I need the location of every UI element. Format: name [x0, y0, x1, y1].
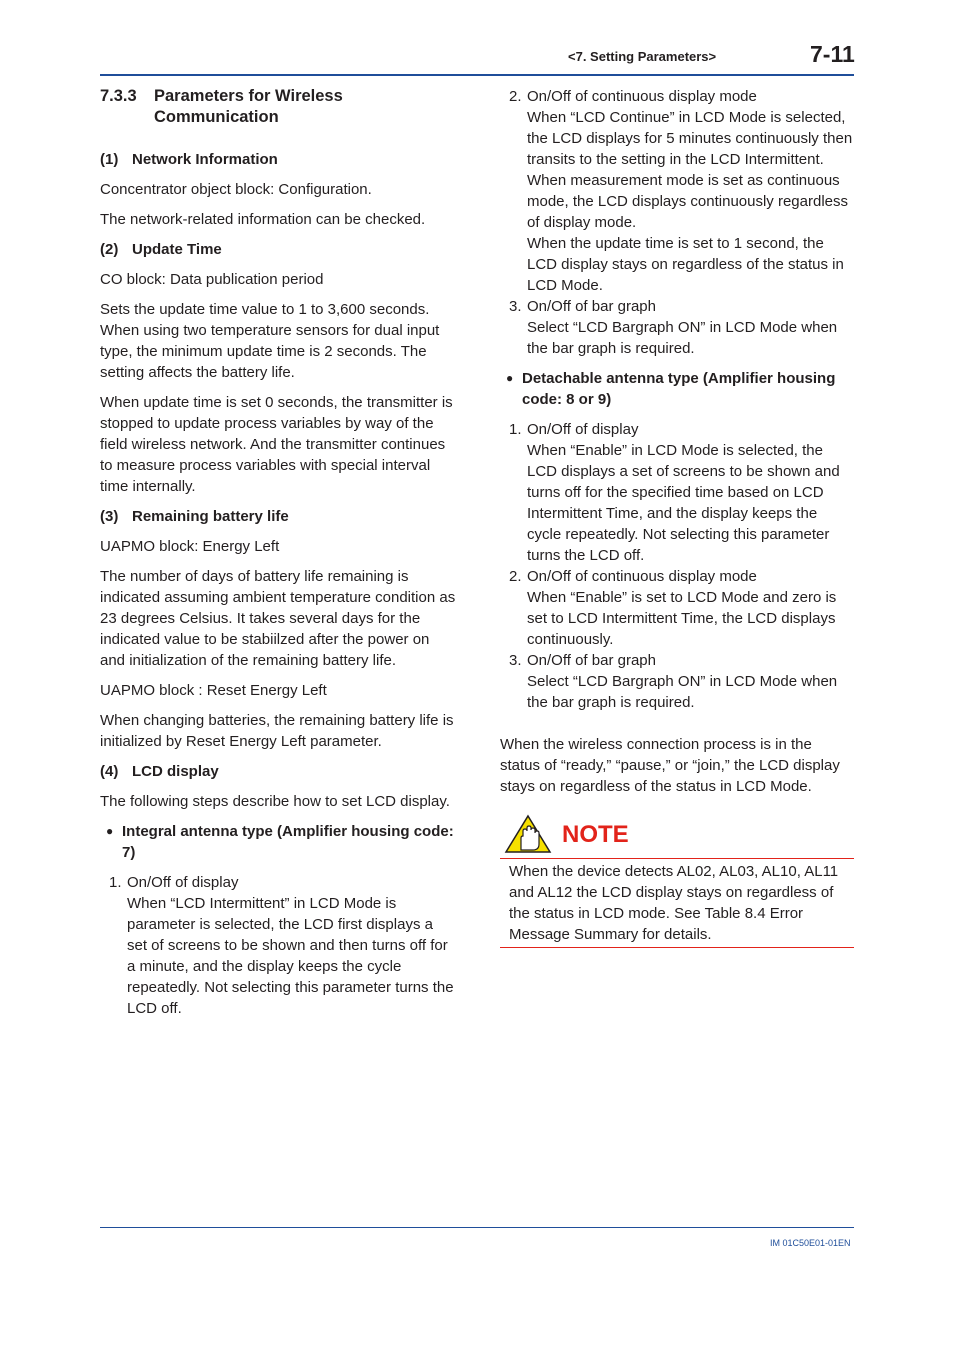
subheading-network-information — [100, 149, 456, 170]
list-item-content — [527, 86, 854, 296]
list-number: 3. — [509, 298, 522, 315]
subheading-update-time — [100, 239, 456, 260]
bullet-integral-antenna — [106, 821, 456, 863]
subheading-text: Remaining battery life — [132, 508, 289, 525]
warning-hand-icon — [504, 814, 552, 854]
list-item-body: When measurement mode is set as continuous mode, the LCD displays continuously regardless of display mode. — [527, 172, 848, 231]
list-number: 1. — [109, 874, 122, 891]
list-item-body: Select “LCD Bargraph ON” in LCD Mode when the bar graph is required. — [527, 319, 838, 357]
list-item-content — [527, 296, 854, 359]
list-item-content — [527, 650, 854, 713]
list-item — [500, 566, 854, 650]
note-box — [500, 858, 854, 948]
document-id: IM 01C50E01-01EN — [770, 1238, 851, 1248]
section-title-line1: Parameters for Wireless — [154, 87, 343, 105]
section-title — [100, 86, 456, 128]
bullet-dot-icon: ● — [506, 371, 514, 385]
paragraph: CO block: Data publication period — [100, 271, 324, 288]
list-item-body: When “LCD Intermittent” in LCD Mode is parameter is selected, the LCD first displays a set of screens to be shown and then turns off for a minute, and the display keeps the cycle repeatedly. Not selecting this parameter turns the LCD off. — [127, 895, 454, 1017]
paragraph: Sets the update time value to 1 to 3,600 seconds. When using two temperature sensors for dual input type, the minimum update time is 2 seconds. The setting affects the battery life. — [100, 301, 440, 381]
paragraph-wireless-status: When the wireless connection process is in the status of “ready,” “pause,” or “join,” the LCD display stays on regardless of the status in LCD Mode. — [500, 736, 840, 795]
list-number: 2. — [509, 88, 522, 105]
list-item-title: On/Off of display — [127, 874, 239, 891]
section-title-text — [154, 86, 343, 128]
bullet-text: Detachable antenna type (Amplifier housing code: 8 or 9) — [522, 370, 836, 408]
list-item — [500, 650, 854, 713]
note-text: When the device detects AL02, AL03, AL10, AL11 and AL12 the LCD display stays on regardless of the status in LCD mode. See Table 8.4 Error Message Summary for details. — [509, 863, 839, 943]
bullet-dot-icon: ● — [106, 824, 114, 838]
list-item-content — [127, 872, 456, 1019]
subheading-text: Update Time — [132, 241, 222, 258]
list-item-title: On/Off of continuous display mode — [527, 88, 757, 105]
list-item-content — [527, 566, 854, 650]
list-number: 2. — [509, 568, 522, 585]
subheading-text: LCD display — [132, 763, 219, 780]
list-item-title: On/Off of bar graph — [527, 298, 656, 315]
header-rule — [100, 74, 854, 76]
list-number: 1. — [509, 421, 522, 438]
subheading-number: (4) — [100, 763, 119, 780]
list-item — [500, 419, 854, 566]
list-item-body: When the update time is set to 1 second, the LCD display stays on regardless of the status in LCD Mode. — [527, 235, 844, 294]
section-number: 7.3.3 — [100, 87, 137, 105]
list-item-title: On/Off of display — [527, 421, 639, 438]
note-title: NOTE — [562, 820, 629, 848]
paragraph: When changing batteries, the remaining battery life is initialized by Reset Energy Left parameter. — [100, 712, 454, 750]
list-item-title: On/Off of bar graph — [527, 652, 656, 669]
subheading-remaining-battery-life — [100, 506, 456, 527]
list-item — [500, 296, 854, 359]
paragraph: When update time is set 0 seconds, the transmitter is stopped to update process variables by way of the field wireless network. And the transmitter continues to measure process variables with special interval time internally. — [100, 394, 453, 495]
chapter-header: <7. Setting Parameters> — [568, 49, 717, 64]
footer-rule — [100, 1227, 854, 1228]
list-item — [100, 872, 456, 1019]
list-item — [500, 86, 854, 296]
subheading-number: (1) — [100, 151, 119, 168]
subheading-lcd-display — [100, 761, 456, 782]
list-number: 3. — [509, 652, 522, 669]
list-item-body: When “Enable” in LCD Mode is selected, the LCD displays a set of screens to be shown and turns off for the specified time based on LCD Intermittent Time, and the display keeps the cycle repeatedly. Not selecting this parameter turns the LCD off. — [527, 442, 840, 564]
note-header — [500, 812, 854, 856]
paragraph: Concentrator object block: Configuration. — [100, 181, 372, 198]
paragraph: The network-related information can be checked. — [100, 211, 426, 228]
list-item-body: When “LCD Continue” in LCD Mode is selected, the LCD displays for 5 minutes continuously then transits to the setting in the LCD Intermittent. — [527, 109, 853, 168]
subheading-number: (2) — [100, 241, 119, 258]
list-item-body: When “Enable” is set to LCD Mode and zero is set to LCD Intermittent Time, the LCD displays continuously. — [527, 589, 837, 648]
right-column — [500, 86, 854, 948]
left-column — [100, 86, 456, 1019]
list-item-content — [527, 419, 854, 566]
paragraph: UAPMO block : Reset Energy Left — [100, 682, 327, 699]
paragraph: UAPMO block: Energy Left — [100, 538, 280, 555]
paragraph: The number of days of battery life remaining is indicated assuming ambient temperature condition as 23 degrees Celsius. It takes several days for the indicated value to be stabiilzed after the power on and initialization of the remaining battery life. — [100, 568, 456, 669]
bullet-text: Integral antenna type (Amplifier housing code: 7) — [122, 823, 454, 861]
list-item-title: On/Off of continuous display mode — [527, 568, 757, 585]
subheading-number: (3) — [100, 508, 119, 525]
subheading-text: Network Information — [132, 151, 278, 168]
list-item-body: Select “LCD Bargraph ON” in LCD Mode when the bar graph is required. — [527, 673, 838, 711]
section-title-line2: Communication — [154, 108, 279, 126]
page-number: 7-11 — [810, 41, 855, 67]
paragraph: The following steps describe how to set LCD display. — [100, 793, 450, 810]
bullet-detachable-antenna — [506, 368, 854, 410]
